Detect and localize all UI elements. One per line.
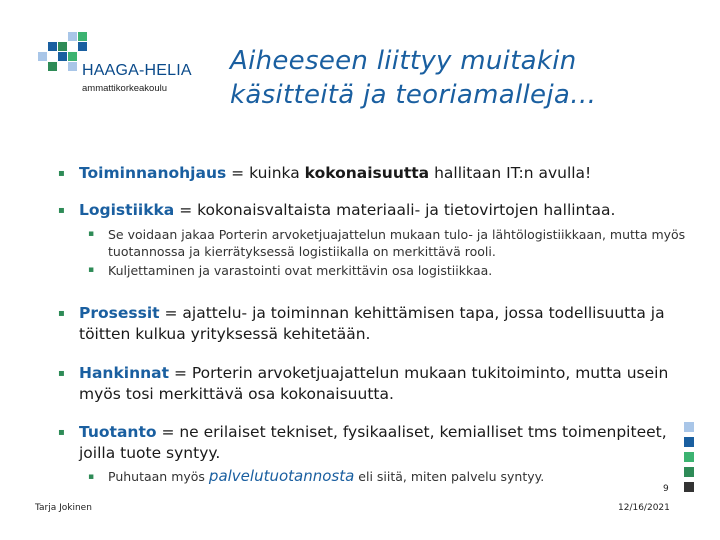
text: = kokonaisvaltaista materiaali- ja tietovirtojen hallintaa. bbox=[174, 201, 616, 219]
emphasis: palvelutuotannosta bbox=[208, 467, 355, 485]
text: eli siitä, miten palvelu syntyy. bbox=[354, 469, 545, 484]
item-toiminnanohjaus bbox=[79, 163, 689, 184]
item-tuotanto bbox=[79, 422, 679, 464]
footer-date: 12/16/2021 bbox=[618, 503, 670, 513]
text: = Porterin arvoketjuajattelun mukaan tukitoiminto, mutta usein myös tosi merkittävä osa kokonaisuutta. bbox=[79, 364, 669, 403]
sub-bullet-icon: ▪ bbox=[88, 472, 95, 482]
color-square bbox=[684, 452, 694, 462]
text: Puhutaan myös bbox=[108, 469, 209, 484]
subitem-logistiikka-1: Se voidaan jakaa Porterin arvoketjuajattelun mukaan tulo- ja lähtölogistiikkaan, mutta myös tuotannossa ja kierrätyksessä logistiikalla on merkittävä rooli. bbox=[108, 227, 686, 259]
bullet-icon: ▪ bbox=[58, 168, 65, 179]
title-line-2: käsitteitä ja teoriamalleja… bbox=[230, 80, 597, 110]
decorative-color-bar bbox=[684, 422, 694, 497]
emphasis: kokonaisuutta bbox=[304, 164, 430, 182]
item-prosessit bbox=[79, 303, 689, 345]
item-hankinnat bbox=[79, 363, 689, 405]
item-logistiikka bbox=[79, 200, 689, 221]
bullet-icon: ▪ bbox=[58, 427, 65, 438]
subitem-tuotanto bbox=[108, 468, 648, 485]
text: hallitaan IT:n avulla! bbox=[429, 164, 592, 182]
color-square bbox=[684, 437, 694, 447]
color-square bbox=[684, 422, 694, 432]
text: = ne erilaiset tekniset, fysikaaliset, kemialliset tms toimenpiteet, joilla tuote syntyy. bbox=[79, 423, 667, 462]
sub-bullet-icon: ▪ bbox=[88, 265, 95, 275]
term: Prosessit bbox=[79, 304, 160, 322]
term: Tuotanto bbox=[79, 423, 157, 441]
term: Hankinnat bbox=[79, 364, 170, 382]
haaga-helia-logo bbox=[38, 32, 208, 102]
title-line-1: Aiheeseen liittyy muitakin bbox=[230, 46, 577, 76]
footer-author: Tarja Jokinen bbox=[35, 503, 92, 513]
bullet-icon: ▪ bbox=[58, 308, 65, 319]
term: Toiminnanohjaus bbox=[79, 164, 227, 182]
subitem-logistiikka-2: Kuljettaminen ja varastointi ovat merkittävin osa logistiikkaa. bbox=[108, 263, 493, 278]
bullet-icon: ▪ bbox=[58, 368, 65, 379]
slide-title bbox=[230, 44, 700, 112]
logo-subtitle: ammattikorkeakoulu bbox=[82, 83, 168, 94]
text: = ajattelu- ja toiminnan kehittämisen tapa, jossa todellisuutta ja töitten kulkua yrityksessä kehitetään. bbox=[79, 304, 665, 343]
text: = kuinka bbox=[226, 164, 305, 182]
color-square bbox=[684, 482, 694, 492]
bullet-icon: ▪ bbox=[58, 205, 65, 216]
page-number: 9 bbox=[663, 484, 669, 494]
sub-bullet-icon: ▪ bbox=[88, 229, 95, 239]
logo-name: HAAGA-HELIA bbox=[82, 62, 192, 79]
term: Logistiikka bbox=[79, 201, 175, 219]
color-square bbox=[684, 467, 694, 477]
